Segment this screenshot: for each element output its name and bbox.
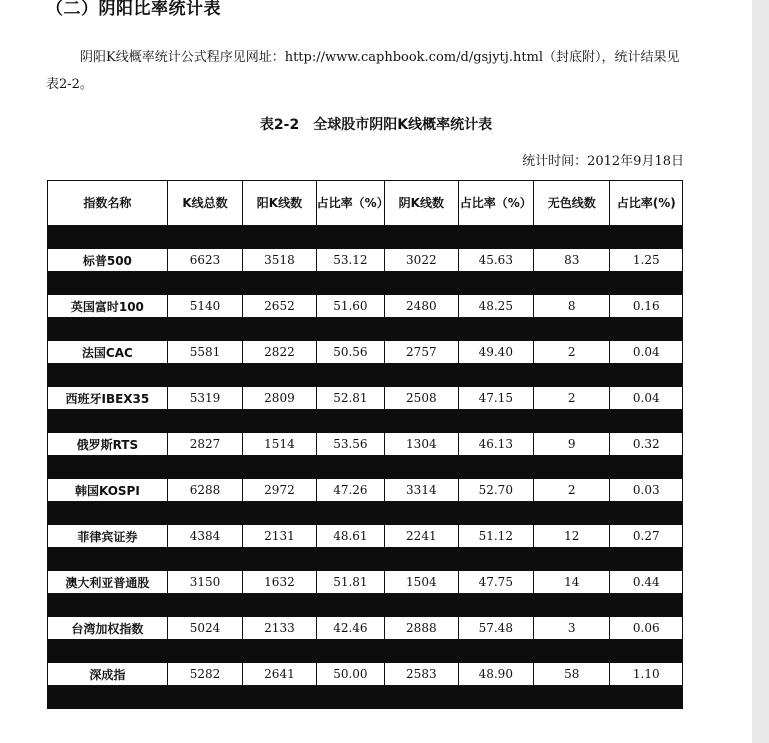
table-cell: 2 — [534, 341, 610, 364]
band-cell — [458, 410, 533, 433]
band-cell — [458, 226, 533, 249]
band-cell — [458, 272, 533, 295]
table-cell: 50.56 — [316, 341, 384, 364]
band-cell — [534, 364, 610, 387]
table-row — [48, 433, 683, 456]
table-cell: 2133 — [243, 617, 316, 640]
separator-band — [48, 410, 683, 433]
table-cell: 2972 — [243, 479, 316, 502]
table-cell: 5024 — [167, 617, 242, 640]
band-cell — [316, 548, 384, 571]
band-cell — [610, 456, 683, 479]
separator-band — [48, 594, 683, 617]
header-cell: 阴K线数 — [385, 181, 458, 226]
table-cell: 83 — [534, 249, 610, 272]
band-cell — [385, 548, 458, 571]
band-cell — [385, 594, 458, 617]
band-cell — [48, 364, 168, 387]
table-cell: 0.06 — [610, 617, 683, 640]
band-cell — [48, 410, 168, 433]
band-cell — [243, 594, 316, 617]
separator-band — [48, 364, 683, 387]
band-cell — [243, 364, 316, 387]
table-number: 表2-2 — [259, 117, 300, 133]
band-cell — [458, 364, 533, 387]
table-cell: 2888 — [385, 617, 458, 640]
band-cell — [534, 272, 610, 295]
band-cell — [316, 502, 384, 525]
separator-band — [48, 318, 683, 341]
table-cell: 58 — [534, 663, 610, 686]
band-cell — [243, 502, 316, 525]
header-cell: 占比率（%） — [458, 181, 533, 226]
band-cell — [610, 318, 683, 341]
band-cell — [167, 502, 242, 525]
table-cell: 3518 — [243, 249, 316, 272]
band-cell — [610, 272, 683, 295]
table-cell: 51.81 — [316, 571, 384, 594]
band-cell — [458, 548, 533, 571]
band-cell — [610, 226, 683, 249]
index-name-cell: 俄罗斯RTS — [48, 433, 168, 456]
band-cell — [243, 410, 316, 433]
band-cell — [48, 594, 168, 617]
stat-time: 统计时间：2012年9月18日 — [522, 154, 684, 169]
table-title: 全球股市阴阳K线概率统计表 — [313, 117, 493, 133]
table-cell: 2508 — [385, 387, 458, 410]
separator-band — [48, 640, 683, 663]
table-cell: 5282 — [167, 663, 242, 686]
table-cell: 1.25 — [610, 249, 683, 272]
band-cell — [458, 640, 533, 663]
band-cell — [458, 318, 533, 341]
band-cell — [458, 502, 533, 525]
index-name-cell: 英国富时100 — [48, 295, 168, 318]
table-cell: 0.04 — [610, 387, 683, 410]
table-cell: 14 — [534, 571, 610, 594]
table-cell: 2 — [534, 479, 610, 502]
table-cell: 51.12 — [458, 525, 533, 548]
band-cell — [243, 640, 316, 663]
band-cell — [534, 318, 610, 341]
band-cell — [316, 226, 384, 249]
band-cell — [48, 456, 168, 479]
band-cell — [534, 640, 610, 663]
table-cell: 47.26 — [316, 479, 384, 502]
table-row — [48, 295, 683, 318]
band-cell — [167, 594, 242, 617]
table-cell: 50.00 — [316, 663, 384, 686]
index-name-cell: 菲律宾证券 — [48, 525, 168, 548]
separator-band — [48, 456, 683, 479]
table-cell: 1304 — [385, 433, 458, 456]
table-row — [48, 663, 683, 686]
table-cell: 48.61 — [316, 525, 384, 548]
band-cell — [385, 318, 458, 341]
band-cell — [167, 226, 242, 249]
band-cell — [243, 272, 316, 295]
header-cell: 阳K线数 — [243, 181, 316, 226]
table-cell: 1.10 — [610, 663, 683, 686]
scrollbar[interactable] — [752, 0, 769, 743]
band-cell — [48, 640, 168, 663]
band-cell — [385, 456, 458, 479]
table-cell: 2827 — [167, 433, 242, 456]
index-name-cell: 法国CAC — [48, 341, 168, 364]
band-cell — [458, 686, 533, 709]
band-cell — [48, 226, 168, 249]
table-cell: 2641 — [243, 663, 316, 686]
band-cell — [385, 226, 458, 249]
band-cell — [610, 594, 683, 617]
band-cell — [316, 272, 384, 295]
index-name-cell: 深成指 — [48, 663, 168, 686]
table-row — [48, 249, 683, 272]
table-header-row — [48, 181, 683, 226]
table-cell: 2 — [534, 387, 610, 410]
band-cell — [385, 272, 458, 295]
table-cell: 53.12 — [316, 249, 384, 272]
table-cell: 1514 — [243, 433, 316, 456]
band-cell — [48, 686, 168, 709]
band-cell — [458, 594, 533, 617]
band-cell — [610, 502, 683, 525]
band-cell — [167, 364, 242, 387]
table-cell: 52.81 — [316, 387, 384, 410]
table-cell: 2131 — [243, 525, 316, 548]
table-cell: 3 — [534, 617, 610, 640]
band-cell — [316, 410, 384, 433]
table-cell: 48.90 — [458, 663, 533, 686]
band-cell — [167, 686, 242, 709]
band-cell — [534, 456, 610, 479]
index-name-cell: 韩国KOSPI — [48, 479, 168, 502]
header-cell: 指数名称 — [48, 181, 168, 226]
table-cell: 5319 — [167, 387, 242, 410]
table-cell: 0.32 — [610, 433, 683, 456]
index-name-cell: 澳大利亚普通股 — [48, 571, 168, 594]
table-cell: 3314 — [385, 479, 458, 502]
index-name-cell: 台湾加权指数 — [48, 617, 168, 640]
band-cell — [610, 548, 683, 571]
header-cell: 无色线数 — [534, 181, 610, 226]
band-cell — [385, 640, 458, 663]
band-cell — [534, 410, 610, 433]
separator-band — [48, 686, 683, 709]
section-heading: （二）阴阳比率统计表 — [46, 0, 221, 19]
table-row — [48, 479, 683, 502]
index-name-cell: 标普500 — [48, 249, 168, 272]
table-cell: 57.48 — [458, 617, 533, 640]
table-cell: 12 — [534, 525, 610, 548]
band-cell — [610, 640, 683, 663]
band-cell — [385, 502, 458, 525]
separator-band — [48, 548, 683, 571]
table-cell: 53.56 — [316, 433, 384, 456]
table-row — [48, 617, 683, 640]
header-cell: 占比率(%) — [610, 181, 683, 226]
separator-band — [48, 226, 683, 249]
band-cell — [167, 410, 242, 433]
band-cell — [534, 686, 610, 709]
band-cell — [385, 410, 458, 433]
band-cell — [316, 640, 384, 663]
table-cell: 1504 — [385, 571, 458, 594]
band-cell — [48, 548, 168, 571]
band-cell — [534, 548, 610, 571]
table-cell: 1632 — [243, 571, 316, 594]
band-cell — [316, 594, 384, 617]
band-cell — [610, 364, 683, 387]
band-cell — [534, 226, 610, 249]
table-cell: 5140 — [167, 295, 242, 318]
table-cell: 52.70 — [458, 479, 533, 502]
table-cell: 47.75 — [458, 571, 533, 594]
band-cell — [316, 364, 384, 387]
table-body — [48, 226, 683, 709]
intro-paragraph: 阴阳K线概率统计公式程序见网址：http://www.caphbook.com/d/gsjytj.html（封底附），统计结果见表2-2。 — [46, 50, 680, 92]
band-cell — [167, 548, 242, 571]
table-cell: 5581 — [167, 341, 242, 364]
table-cell: 42.46 — [316, 617, 384, 640]
band-cell — [534, 502, 610, 525]
band-cell — [610, 410, 683, 433]
table-cell: 2480 — [385, 295, 458, 318]
table-cell: 0.27 — [610, 525, 683, 548]
table-cell: 6288 — [167, 479, 242, 502]
table-cell: 6623 — [167, 249, 242, 272]
band-cell — [385, 364, 458, 387]
band-cell — [48, 272, 168, 295]
table-cell: 2241 — [385, 525, 458, 548]
table-cell: 2583 — [385, 663, 458, 686]
table-row — [48, 571, 683, 594]
probability-table — [47, 180, 683, 709]
table-cell: 49.40 — [458, 341, 533, 364]
band-cell — [385, 686, 458, 709]
table-cell: 2652 — [243, 295, 316, 318]
band-cell — [243, 456, 316, 479]
header-cell: 占比率（%） — [316, 181, 384, 226]
band-cell — [243, 226, 316, 249]
table-cell: 2757 — [385, 341, 458, 364]
band-cell — [167, 640, 242, 663]
table-row — [48, 387, 683, 410]
band-cell — [243, 318, 316, 341]
table-cell: 45.63 — [458, 249, 533, 272]
table-cell: 46.13 — [458, 433, 533, 456]
band-cell — [167, 318, 242, 341]
band-cell — [534, 594, 610, 617]
band-cell — [48, 318, 168, 341]
table-row — [48, 341, 683, 364]
table-cell: 3022 — [385, 249, 458, 272]
table-cell: 0.44 — [610, 571, 683, 594]
header-cell: K线总数 — [167, 181, 242, 226]
band-cell — [167, 272, 242, 295]
band-cell — [167, 456, 242, 479]
separator-band — [48, 502, 683, 525]
table-cell: 51.60 — [316, 295, 384, 318]
band-cell — [316, 318, 384, 341]
table-cell: 8 — [534, 295, 610, 318]
band-cell — [610, 686, 683, 709]
table-cell: 3150 — [167, 571, 242, 594]
table-cell: 9 — [534, 433, 610, 456]
separator-band — [48, 272, 683, 295]
table-cell: 4384 — [167, 525, 242, 548]
table-cell: 48.25 — [458, 295, 533, 318]
table-cell: 0.04 — [610, 341, 683, 364]
table-row — [48, 525, 683, 548]
index-name-cell: 西班牙IBEX35 — [48, 387, 168, 410]
table-cell: 47.15 — [458, 387, 533, 410]
table-cell: 0.03 — [610, 479, 683, 502]
band-cell — [316, 686, 384, 709]
band-cell — [48, 502, 168, 525]
table-cell: 2822 — [243, 341, 316, 364]
table-caption — [0, 114, 752, 134]
band-cell — [243, 548, 316, 571]
band-cell — [243, 686, 316, 709]
table-cell: 0.16 — [610, 295, 683, 318]
table-cell: 2809 — [243, 387, 316, 410]
band-cell — [316, 456, 384, 479]
band-cell — [458, 456, 533, 479]
